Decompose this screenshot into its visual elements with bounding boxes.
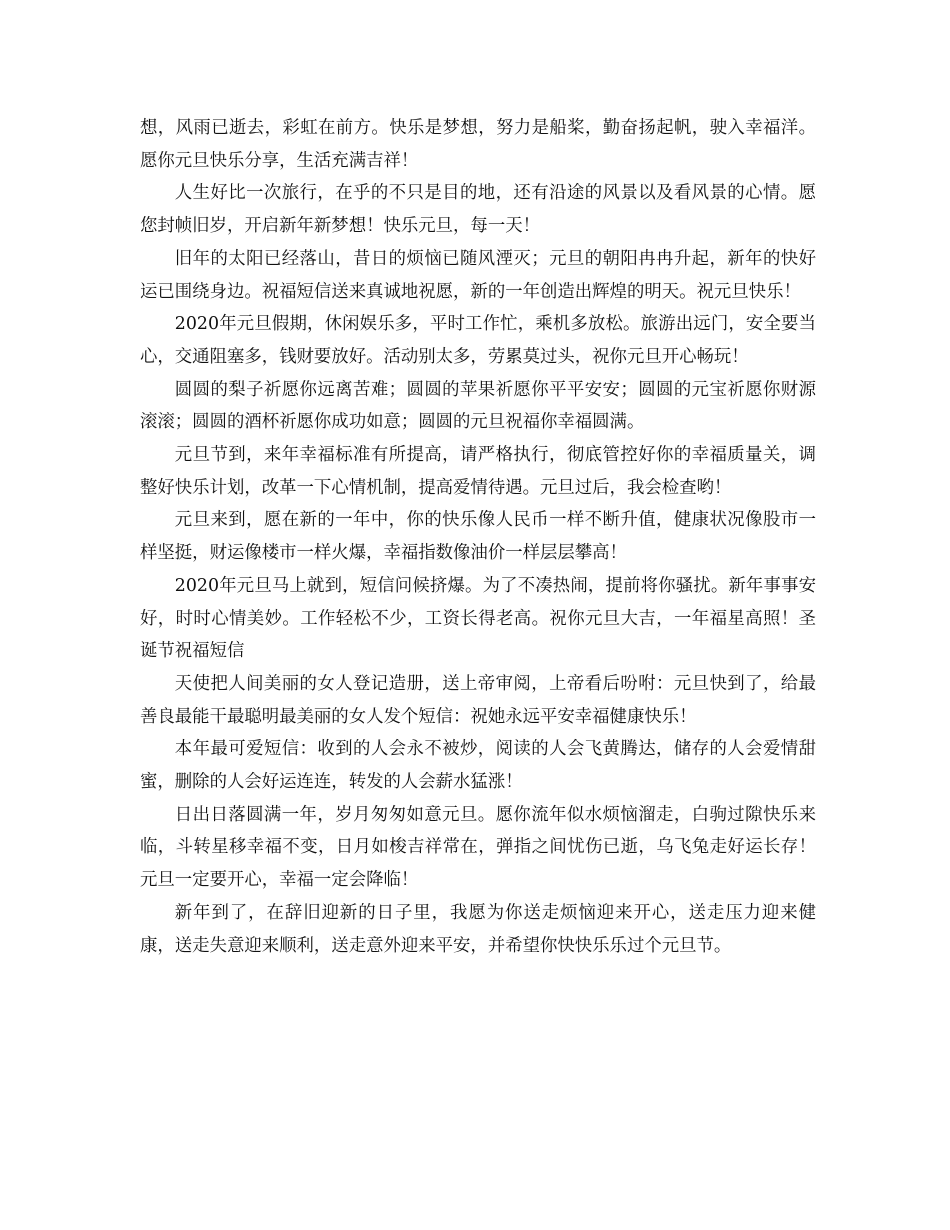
document-body xyxy=(140,112,816,962)
paragraph-1: 想，风雨已逝去，彩虹在前方。快乐是梦想，努力是船桨，勤奋扬起帆，驶入幸福洋。愿你元旦快乐分享，生活充满吉祥！ xyxy=(140,118,816,171)
paragraph-12: 新年到了，在辞旧迎新的日子里，我愿为你送走烦恼迎来开心，送走压力迎来健康，送走失意迎来顺利，送走意外迎来平安，并希望你快快乐乐过个元旦节。 xyxy=(140,902,816,956)
paragraph-8: 2020年元旦马上就到，短信问候挤爆。为了不凑热闹，提前将你骚扰。新年事事安好，时时心情美妙。工作轻松不少，工资长得老高。祝你元旦大吉，一年福星高照！圣诞节祝福短信 xyxy=(140,575,816,662)
paragraph-3: 旧年的太阳已经落山，昔日的烦恼已随风湮灭；元旦的朝阳冉冉升起，新年的快好运已围绕身边。祝福短信送来真诚地祝愿，新的一年创造出辉煌的明天。祝元旦快乐！ xyxy=(140,248,816,302)
paragraph-7: 元旦来到，愿在新的一年中，你的快乐像人民币一样不断升值，健康状况像股市一样坚挺，财运像楼市一样火爆，幸福指数像油价一样层层攀高！ xyxy=(140,510,816,564)
paragraph-2: 人生好比一次旅行，在乎的不只是目的地，还有沿途的风景以及看风景的心情。愿您封帧旧岁，开启新年新梦想！快乐元旦，每一天！ xyxy=(140,183,816,237)
paragraph-11: 日出日落圆满一年，岁月匆匆如意元旦。愿你流年似水烦恼溜走，白驹过隙快乐来临，斗转星移幸福不变，日月如梭吉祥常在，弹指之间忧伤已逝，乌飞兔走好运长存！元旦一定要开心，幸福一定会降临！ xyxy=(140,804,816,891)
paragraph-10: 本年最可爱短信：收到的人会永不被炒，阅读的人会飞黄腾达，储存的人会爱情甜蜜，删除的人会好运连连，转发的人会薪水猛涨！ xyxy=(140,739,816,793)
paragraph-6: 元旦节到，来年幸福标准有所提高，请严格执行，彻底管控好你的幸福质量关，调整好快乐计划，改革一下心情机制，提高爱情待遇。元旦过后，我会检查哟！ xyxy=(140,445,816,498)
paragraph-4: 2020年元旦假期，休闲娱乐多，平时工作忙，乘机多放松。旅游出远门，安全要当心，交通阻塞多，钱财要放好。活动别太多，劳累莫过头，祝你元旦开心畅玩！ xyxy=(140,314,816,367)
paragraph-5: 圆圆的梨子祈愿你远离苦难；圆圆的苹果祈愿你平平安安；圆圆的元宝祈愿你财源滚滚；圆圆的酒杯祈愿你成功如意；圆圆的元旦祝福你幸福圆满。 xyxy=(140,379,816,433)
paragraph-9: 天使把人间美丽的女人登记造册，送上帝审阅，上帝看后吩咐：元旦快到了，给最善良最能干最聪明最美丽的女人发个短信：祝她永远平安幸福健康快乐！ xyxy=(140,673,816,727)
